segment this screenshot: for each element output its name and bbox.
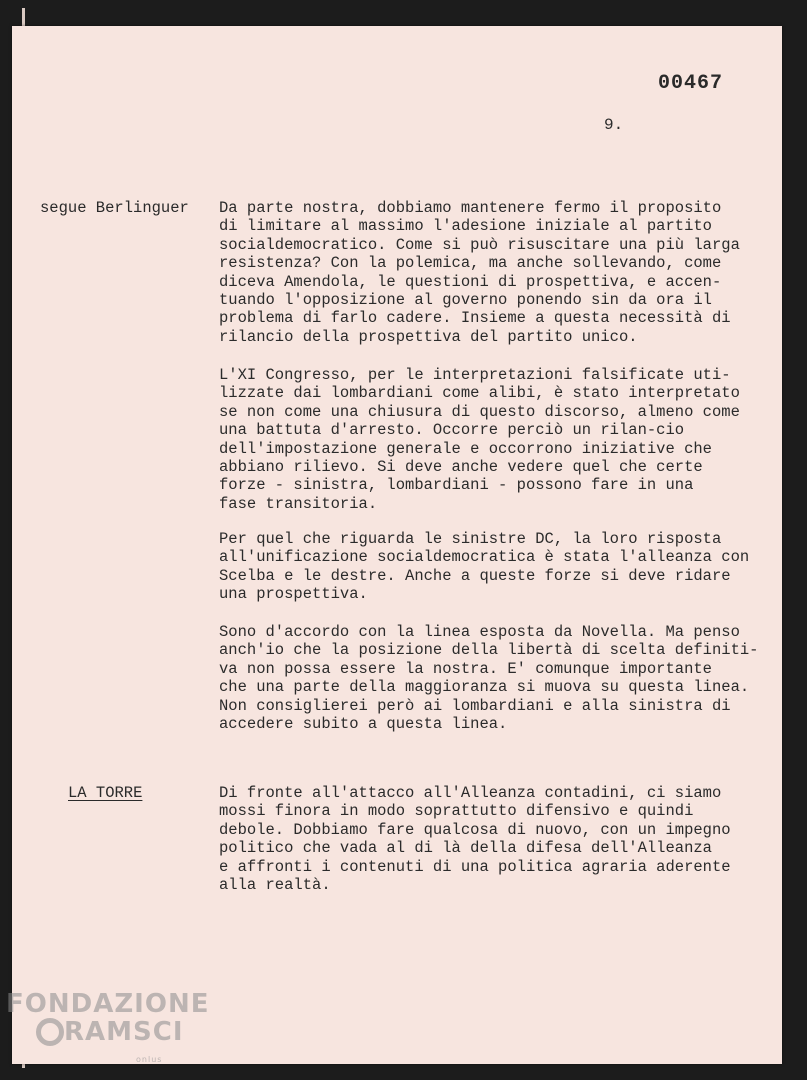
text-line: alla realtà.	[219, 876, 331, 895]
watermark-small: onlus	[136, 1055, 163, 1064]
text-line: Da parte nostra, dobbiamo mantenere fermo il proposito	[219, 199, 722, 217]
text-line: problema di farlo cadere. Insieme a questa necessità di	[219, 309, 731, 328]
text-line: Di fronte all'attacco all'Alleanza contadini, ci siamo	[219, 784, 722, 802]
text-line: se non come una chiusura di questo discorso, almeno come	[219, 402, 740, 421]
text-line: che una parte della maggioranza si muova su questa linea.	[219, 678, 750, 697]
page-number: 9.	[604, 116, 624, 134]
text-line: resistenza? Con la polemica, ma anche sollevando, come	[219, 254, 722, 273]
speaker-label-berlinguer: segue Berlinguer	[40, 199, 189, 217]
text-line: abbiano rilievo. Si deve anche vedere quel che certe	[219, 458, 703, 477]
fondazione-gramsci-watermark	[6, 990, 209, 1074]
text-line: accedere subito a questa linea.	[219, 715, 508, 734]
watermark-line-2-text: RAMSCI	[64, 1017, 184, 1047]
text-line: politico che vada al di là della difesa dell'Alleanza	[219, 839, 712, 858]
watermark-line-1: FONDAZIONE	[6, 989, 210, 1019]
text-line: Non consiglierei però ai lombardiani e alla sinistra di	[219, 696, 731, 715]
text-line: lizzate dai lombardiani come alibi, è stato interpretato	[219, 384, 740, 403]
text-line: una prospettiva.	[219, 585, 368, 604]
text-line: debole. Dobbiamo fare qualcosa di nuovo, con un impegno	[219, 820, 731, 839]
text-line: all'unificazione socialdemocratica è stata l'alleanza con	[219, 548, 750, 567]
text-line: Per quel che riguarda le sinistre DC, la loro risposta	[219, 530, 722, 548]
text-line: L'XI Congresso, per le interpretazioni falsificate uti-	[219, 366, 731, 384]
text-line: socialdemocratico. Come si può risuscitare una più larga	[219, 235, 740, 254]
paragraph-4	[219, 623, 779, 733]
text-line: mossi finora in modo soprattutto difensivo e quindi	[219, 802, 694, 821]
text-line: Scelba e le destre. Anche a queste forze si deve ridare	[219, 566, 731, 585]
text-line: diceva Amendola, le questioni di prospettiva, e accen-	[219, 272, 722, 291]
text-line: una battuta d'arresto. Occorre perciò un rilan-cio	[219, 421, 685, 440]
text-line: va non possa essere la nostra. E' comunque importante	[219, 659, 712, 678]
paragraph-2	[219, 366, 779, 513]
gramsci-g-logo-icon	[36, 1018, 64, 1046]
document-number: 00467	[658, 72, 724, 95]
paragraph-5	[219, 784, 779, 894]
paragraph-1	[219, 199, 779, 346]
paragraph-3	[219, 530, 779, 604]
text-line: forze - sinistra, lombardiani - possono fare in una	[219, 476, 694, 495]
text-line: anch'io che la posizione della libertà di scelta definiti-	[219, 641, 759, 660]
text-line: Sono d'accordo con la linea esposta da Novella. Ma penso	[219, 623, 740, 641]
watermark-line-2	[6, 1018, 209, 1046]
text-line: fase transitoria.	[219, 494, 378, 513]
text-line: rilancio della prospettiva del partito unico.	[219, 327, 638, 346]
text-line: dell'impostazione generale e occorrono iniziative che	[219, 439, 712, 458]
speaker-label-la-torre: LA TORRE	[68, 784, 143, 802]
text-line: e affronti i contenuti di una politica agraria aderente	[219, 857, 731, 876]
text-line: di limitare al massimo l'adesione iniziale al partito	[219, 217, 712, 236]
text-line: tuando l'opposizione al governo ponendo sin da ora il	[219, 291, 712, 310]
